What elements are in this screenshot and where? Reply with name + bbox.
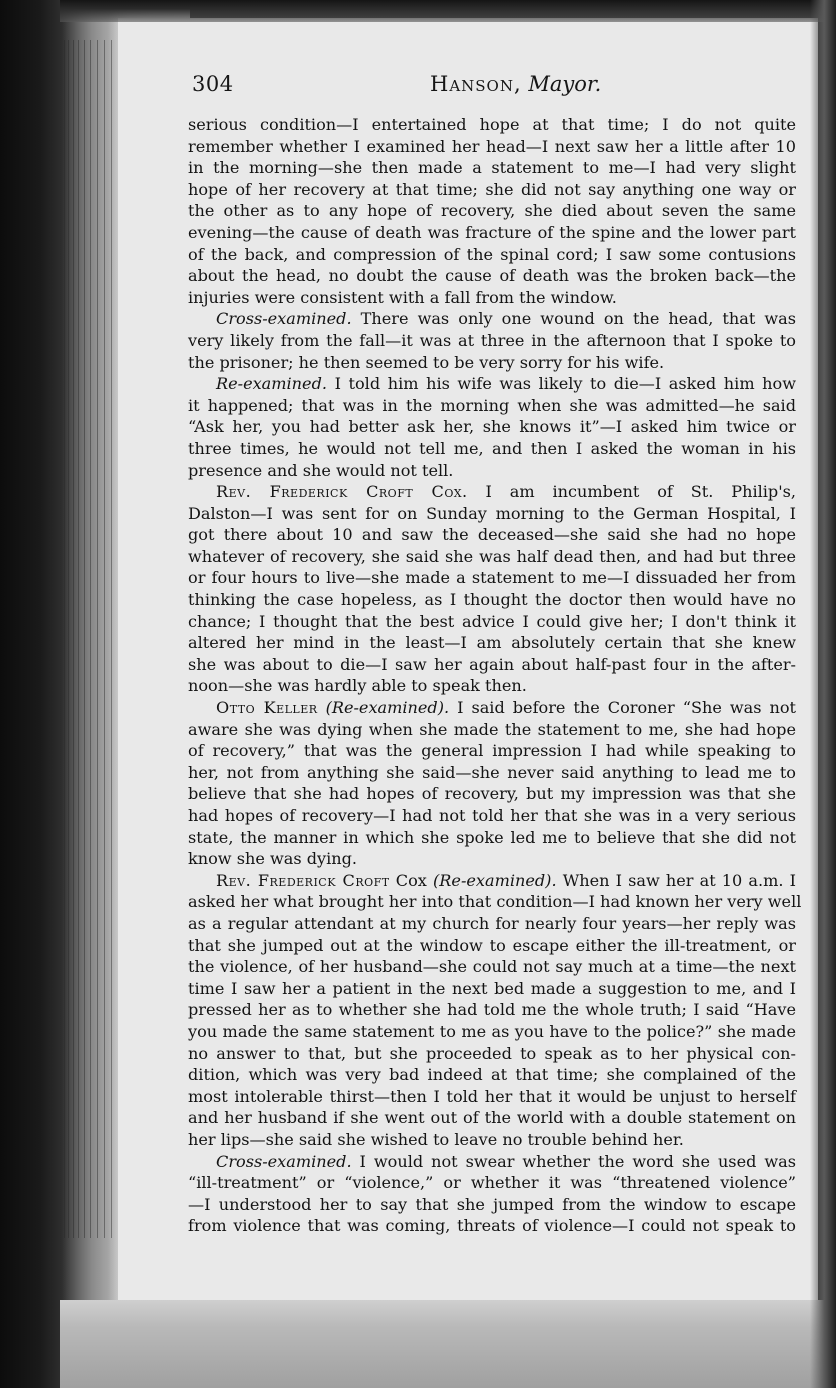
text-line bbox=[188, 1021, 796, 1043]
running-head-name: Hanson, bbox=[430, 72, 522, 96]
line-text: and her husband if she went out of the world with a double statement on bbox=[188, 1108, 796, 1128]
line-text: state, the manner in which she spoke led me to believe that she did not bbox=[188, 827, 796, 847]
text-line bbox=[188, 697, 796, 719]
line-text: When I saw her at 10 a.m. I bbox=[556, 870, 796, 890]
text-line bbox=[188, 373, 796, 395]
line-text: very likely from the fall—it was at three in the afternoon that I spoke to bbox=[188, 330, 796, 350]
speaker-surname: Cox bbox=[395, 870, 427, 890]
line-text: it happened; that was in the morning when she was admitted—he said bbox=[188, 395, 796, 415]
line-text: of recovery,” that was the general impression I had while speaking to bbox=[188, 741, 796, 761]
text-line bbox=[188, 1086, 796, 1108]
line-text: no answer to that, but she proceeded to speak as to her physical con- bbox=[188, 1043, 796, 1063]
text-line bbox=[188, 503, 796, 525]
line-text: noon—she was hardly able to speak then. bbox=[188, 676, 527, 696]
line-text: —I understood her to say that she jumped from the window to escape bbox=[188, 1194, 796, 1214]
text-line bbox=[188, 157, 796, 179]
examination-note: (Re-examined). bbox=[325, 698, 450, 718]
line-text: she was about to die—I saw her again about half-past four in the after- bbox=[188, 654, 796, 674]
line-text: thinking the case hopeless, as I thought the doctor then would have no bbox=[188, 590, 796, 610]
right-shadow bbox=[810, 0, 836, 1388]
line-text: know she was dying. bbox=[188, 849, 358, 869]
text-line bbox=[188, 200, 796, 222]
line-text: “Ask her, you had better ask her, she knows it”—I asked him twice or bbox=[188, 417, 796, 437]
text-line bbox=[188, 1215, 796, 1237]
text-line bbox=[188, 114, 796, 136]
text-line bbox=[188, 956, 796, 978]
text-line bbox=[188, 675, 796, 697]
line-text: her, not from anything she said—she never said anything to lead me to bbox=[188, 762, 796, 782]
text-line bbox=[188, 179, 796, 201]
line-text: her lips—she said she wished to leave no trouble behind her. bbox=[188, 1129, 684, 1149]
line-text: aware she was dying when she made the statement to me, she had hope bbox=[188, 719, 796, 739]
top-shadow bbox=[60, 0, 836, 22]
line-text: the other as to any hope of recovery, she died about seven the same bbox=[188, 201, 796, 221]
text-line bbox=[188, 330, 796, 352]
examination-heading: Cross-examined. bbox=[216, 1151, 352, 1171]
text-line bbox=[188, 1194, 796, 1216]
text-line bbox=[188, 848, 796, 870]
text-line bbox=[188, 762, 796, 784]
text-line bbox=[188, 1043, 796, 1065]
speaker-name: Otto Keller bbox=[216, 698, 318, 718]
line-text: whatever of recovery, she said she was half dead then, and had but three bbox=[188, 546, 796, 566]
line-text: about the head, no doubt the cause of death was the broken back—the bbox=[188, 266, 796, 286]
line-text: I told him his wife was likely to die—I asked him how bbox=[327, 374, 796, 394]
text-line bbox=[188, 438, 796, 460]
text-line bbox=[188, 740, 796, 762]
line-text: three times, he would not tell me, and then I asked the woman in his bbox=[188, 438, 796, 458]
text-line bbox=[188, 222, 796, 244]
page-number: 304 bbox=[192, 72, 234, 96]
line-text: There was only one wound on the head, that was bbox=[351, 309, 796, 329]
text-line bbox=[188, 1172, 796, 1194]
line-text: pressed her as to whether she had told me the whole truth; I said “Have bbox=[188, 1000, 796, 1020]
text-line bbox=[188, 308, 796, 330]
line-text: you made the same statement to me as you have to the police?” she made bbox=[188, 1021, 796, 1041]
line-text: I am incumbent of St. Philip's, bbox=[467, 482, 796, 502]
line-text: Dalston—I was sent for on Sunday morning to the German Hospital, I bbox=[188, 503, 796, 523]
text-line bbox=[188, 136, 796, 158]
body-text bbox=[188, 114, 802, 1237]
line-text: the prisoner; he then seemed to be very sorry for his wife. bbox=[188, 352, 665, 372]
text-line bbox=[188, 805, 796, 827]
line-text: most intolerable thirst—then I told her that it would be unjust to herself bbox=[188, 1086, 796, 1106]
text-line bbox=[188, 891, 802, 913]
text-line bbox=[188, 589, 796, 611]
text-line bbox=[188, 654, 796, 676]
text-line bbox=[188, 524, 796, 546]
text-line bbox=[188, 481, 796, 503]
line-text: in the morning—she then made a statement to me—I had very slight bbox=[188, 158, 796, 178]
speaker-name: Rev. Frederick Croft bbox=[216, 870, 390, 890]
text-line bbox=[188, 611, 796, 633]
text-line bbox=[188, 632, 796, 654]
text-line bbox=[188, 913, 796, 935]
text-line bbox=[188, 395, 796, 417]
text-line bbox=[188, 827, 796, 849]
text-line bbox=[188, 244, 796, 266]
line-text: of the back, and compression of the spinal cord; I saw some contusions bbox=[188, 244, 796, 264]
line-text: I said before the Coroner “She was not bbox=[449, 698, 796, 718]
line-text: or four hours to live—she made a statement to me—I dissuaded her from bbox=[188, 568, 796, 588]
text-line bbox=[188, 1151, 796, 1173]
line-text: the violence, of her husband—she could not say much at a time—the next bbox=[188, 957, 796, 977]
text-line bbox=[188, 1129, 796, 1151]
line-text: remember whether I examined her head—I next saw her a little after 10 bbox=[188, 136, 796, 156]
line-text: from violence that was coming, threats of violence—I could not speak to bbox=[188, 1216, 796, 1236]
line-text: as a regular attendant at my church for nearly four years—her reply was bbox=[188, 913, 796, 933]
text-line bbox=[188, 265, 796, 287]
line-text: time I saw her a patient in the next bed made a suggestion to me, and I bbox=[188, 978, 796, 998]
line-text: evening—the cause of death was fracture of the spine and the lower part bbox=[188, 222, 796, 242]
text-line bbox=[188, 1107, 796, 1129]
running-head-title: Mayor. bbox=[528, 72, 602, 96]
bottom-margin bbox=[60, 1300, 836, 1388]
line-text: presence and she would not tell. bbox=[188, 460, 454, 480]
examination-heading: Re-examined. bbox=[216, 374, 327, 394]
line-text: hope of her recovery at that time; she did not say anything one way or bbox=[188, 179, 796, 199]
line-text: I would not swear whether the word she used was bbox=[351, 1151, 796, 1171]
text-line bbox=[188, 978, 796, 1000]
line-text: dition, which was very bad indeed at that time; she complained of the bbox=[188, 1065, 796, 1085]
text-line bbox=[188, 1064, 796, 1086]
text-line bbox=[188, 287, 796, 309]
line-text: altered her mind in the least—I am absolutely certain that she knew bbox=[188, 633, 796, 653]
line-text: that she jumped out at the window to escape either the ill-treatment, or bbox=[188, 935, 796, 955]
text-line bbox=[188, 999, 796, 1021]
text-line bbox=[188, 783, 796, 805]
text-line bbox=[188, 546, 796, 568]
running-head bbox=[430, 72, 601, 96]
line-text: believe that she had hopes of recovery, but my impression was that she bbox=[188, 784, 796, 804]
line-text: asked her what brought her into that condition—I had known her very well bbox=[188, 892, 802, 912]
text-line bbox=[188, 935, 796, 957]
text-line bbox=[188, 719, 796, 741]
line-text: got there about 10 and saw the deceased—she said she had no hope bbox=[188, 525, 796, 545]
text-line bbox=[188, 567, 796, 589]
text-line bbox=[188, 870, 796, 892]
line-text: “ill-treatment” or “violence,” or whether it was “threatened violence” bbox=[188, 1173, 796, 1193]
line-text: serious condition—I entertained hope at that time; I do not quite bbox=[188, 115, 796, 134]
speaker-name: Rev. Frederick Croft Cox. bbox=[216, 482, 468, 502]
line-text: had hopes of recovery—I had not told her that she was in a very serious bbox=[188, 806, 796, 825]
line-text: injuries were consistent with a fall from the window. bbox=[188, 287, 617, 307]
line-text: chance; I thought that the best advice I could give her; I don't think it bbox=[188, 611, 796, 631]
examination-note: (Re-examined). bbox=[433, 870, 557, 890]
page-header bbox=[192, 72, 792, 102]
text-line bbox=[188, 352, 796, 374]
text-line bbox=[188, 416, 796, 438]
text-line bbox=[188, 460, 796, 482]
examination-heading: Cross-examined. bbox=[216, 309, 352, 329]
